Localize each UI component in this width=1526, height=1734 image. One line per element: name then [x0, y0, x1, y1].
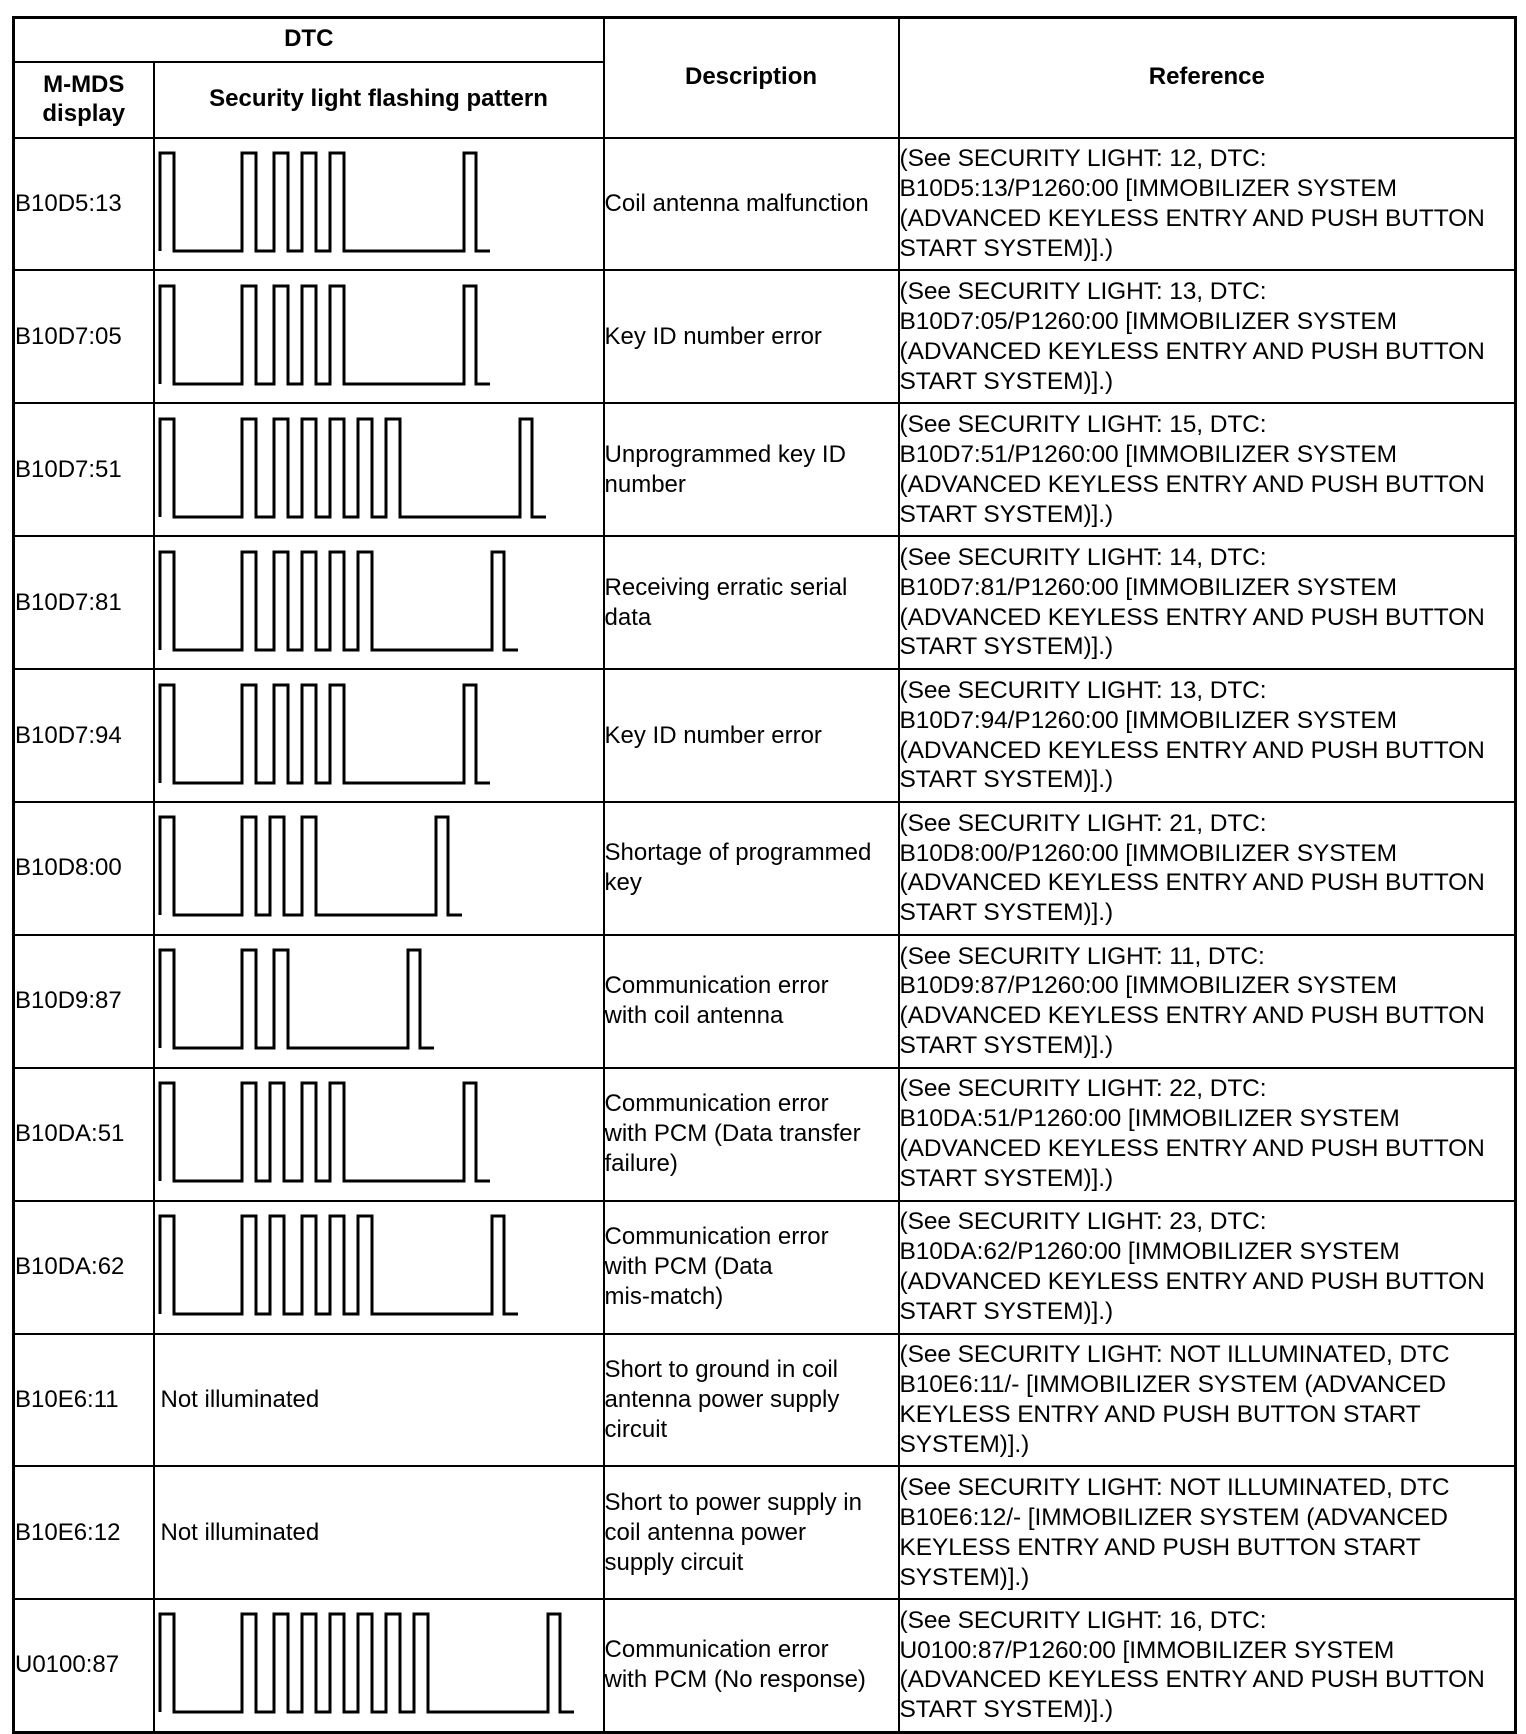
- mmds-code: B10D7:05: [14, 270, 154, 403]
- description-text: Shortage of programmed key: [604, 839, 872, 897]
- reference-cell: [899, 802, 1516, 935]
- flash-waveform: [160, 419, 546, 517]
- description-text: Communication error with PCM (Data transfer failure): [604, 1090, 861, 1178]
- description-cell: [604, 802, 899, 935]
- flash-pattern-diagram: [155, 1600, 603, 1730]
- reference-header: Reference: [899, 18, 1516, 138]
- mmds-code: B10D9:87: [14, 935, 154, 1068]
- mmds-code: B10D7:81: [14, 536, 154, 669]
- mmds-code: B10D7:94: [14, 669, 154, 802]
- description-cell: [604, 1201, 899, 1334]
- description-cell: [604, 1599, 899, 1732]
- description-text: Short to power supply in coil antenna power supply circuit: [604, 1488, 862, 1576]
- description-cell: [604, 669, 899, 802]
- description-text: Key ID number error: [604, 322, 822, 350]
- reference-cell: [899, 536, 1516, 669]
- flash-waveform: [160, 950, 434, 1048]
- description-cell: [604, 536, 899, 669]
- flash-waveform: [160, 552, 518, 650]
- mmds-code: B10DA:51: [14, 1068, 154, 1201]
- table-header: [14, 18, 1516, 138]
- reference-text: (See SECURITY LIGHT: NOT ILLUMINATED, DTC B10E6:11/- [IMMOBILIZER SYSTEM (ADVANCED KEYLESS ENTRY AND PUSH BUTTON START SYSTEM)].): [899, 1341, 1450, 1458]
- reference-text: (See SECURITY LIGHT: 12, DTC: B10D5:13/P1260:00 [IMMOBILIZER SYSTEM (ADVANCED KEYLESS ENTRY AND PUSH BUTTON START SYSTEM)].): [899, 145, 1485, 262]
- description-text: Communication error with PCM (No response): [604, 1636, 866, 1694]
- reference-cell: [899, 403, 1516, 536]
- flashing-pattern: [154, 1201, 604, 1334]
- mmds-display-header: M-MDS display: [14, 62, 154, 138]
- description-text: Coil antenna malfunction: [604, 189, 869, 217]
- description-cell: [604, 1068, 899, 1201]
- mmds-code: B10DA:62: [14, 1201, 154, 1334]
- flash-pattern-diagram: [155, 803, 603, 933]
- description-text: Communication error with PCM (Data mis-match): [604, 1223, 829, 1311]
- reference-text: (See SECURITY LIGHT: 13, DTC: B10D7:94/P1260:00 [IMMOBILIZER SYSTEM (ADVANCED KEYLESS ENTRY AND PUSH BUTTON START SYSTEM)].): [899, 676, 1485, 794]
- flashing-pattern: [154, 1068, 604, 1201]
- mmds-code: B10D5:13: [14, 138, 154, 271]
- flash-pattern-diagram: [155, 1069, 603, 1199]
- flash-waveform: [160, 286, 490, 384]
- dtc-table: [12, 16, 1517, 1734]
- flash-waveform: [160, 1083, 490, 1181]
- reference-cell: [899, 1334, 1516, 1467]
- description-cell: [604, 403, 899, 536]
- table-row: [14, 802, 1516, 935]
- flash-pattern-diagram: [155, 139, 603, 269]
- description-cell: [604, 1466, 899, 1599]
- table-row: [14, 403, 1516, 536]
- flashing-pattern: [154, 1334, 604, 1467]
- reference-text: (See SECURITY LIGHT: 13, DTC: B10D7:05/P1260:00 [IMMOBILIZER SYSTEM (ADVANCED KEYLESS ENTRY AND PUSH BUTTON START SYSTEM)].): [899, 278, 1485, 395]
- reference-cell: [899, 669, 1516, 802]
- mmds-code: B10E6:12: [14, 1466, 154, 1599]
- table-row: [14, 1334, 1516, 1467]
- flashing-pattern: [154, 270, 604, 403]
- reference-text: (See SECURITY LIGHT: 14, DTC: B10D7:81/P1260:00 [IMMOBILIZER SYSTEM (ADVANCED KEYLESS ENTRY AND PUSH BUTTON START SYSTEM)].): [899, 543, 1485, 661]
- description-text: Receiving erratic serial data: [604, 573, 848, 631]
- table-row: [14, 1201, 1516, 1334]
- dtc-header: DTC: [14, 18, 604, 62]
- description-text: Key ID number error: [604, 721, 822, 749]
- pattern-header: Security light flashing pattern: [154, 62, 604, 138]
- reference-cell: [899, 138, 1516, 271]
- flash-waveform: [160, 153, 490, 251]
- reference-text: (See SECURITY LIGHT: NOT ILLUMINATED, DTC B10E6:12/- [IMMOBILIZER SYSTEM (ADVANCED KEYLESS ENTRY AND PUSH BUTTON START SYSTEM)].): [899, 1474, 1450, 1591]
- table-row: [14, 270, 1516, 403]
- reference-cell: [899, 935, 1516, 1068]
- reference-text: (See SECURITY LIGHT: 16, DTC: U0100:87/P1260:00 [IMMOBILIZER SYSTEM (ADVANCED KEYLESS ENTRY AND PUSH BUTTON START SYSTEM)].): [899, 1606, 1485, 1724]
- flash-pattern-diagram: [155, 671, 603, 801]
- flashing-pattern: [154, 138, 604, 271]
- description-text: Communication error with coil antenna: [604, 972, 829, 1030]
- table-body: [14, 138, 1516, 1733]
- description-text: Short to ground in coil antenna power supply circuit: [604, 1355, 840, 1443]
- mmds-code: B10E6:11: [14, 1334, 154, 1467]
- description-cell: [604, 1334, 899, 1467]
- reference-text: (See SECURITY LIGHT: 21, DTC: B10D8:00/P1260:00 [IMMOBILIZER SYSTEM (ADVANCED KEYLESS ENTRY AND PUSH BUTTON START SYSTEM)].): [899, 809, 1485, 927]
- table-row: [14, 1466, 1516, 1599]
- reference-cell: [899, 1599, 1516, 1732]
- description-text: Unprogrammed key ID number: [604, 440, 846, 498]
- reference-cell: [899, 1201, 1516, 1334]
- flashing-pattern: [154, 1599, 604, 1732]
- flashing-pattern: [154, 403, 604, 536]
- mmds-code: B10D8:00: [14, 802, 154, 935]
- table-row: [14, 669, 1516, 802]
- table-row: [14, 1599, 1516, 1732]
- mmds-code: B10D7:51: [14, 403, 154, 536]
- reference-text: (See SECURITY LIGHT: 11, DTC: B10D9:87/P1260:00 [IMMOBILIZER SYSTEM (ADVANCED KEYLESS ENTRY AND PUSH BUTTON START SYSTEM)].): [899, 942, 1485, 1060]
- flash-pattern-diagram: [155, 538, 603, 668]
- table-row: [14, 1068, 1516, 1201]
- flash-waveform: [160, 685, 490, 783]
- not-illuminated-text: Not illuminated: [160, 1385, 320, 1413]
- flash-pattern-diagram: [155, 405, 603, 535]
- reference-text: (See SECURITY LIGHT: 15, DTC: B10D7:51/P1260:00 [IMMOBILIZER SYSTEM (ADVANCED KEYLESS ENTRY AND PUSH BUTTON START SYSTEM)].): [899, 410, 1485, 528]
- flash-waveform: [160, 1614, 574, 1712]
- reference-cell: [899, 1068, 1516, 1201]
- reference-cell: [899, 1466, 1516, 1599]
- reference-text: (See SECURITY LIGHT: 22, DTC: B10DA:51/P1260:00 [IMMOBILIZER SYSTEM (ADVANCED KEYLESS ENTRY AND PUSH BUTTON START SYSTEM)].): [899, 1075, 1485, 1193]
- flashing-pattern: [154, 1466, 604, 1599]
- flash-pattern-diagram: [155, 1202, 603, 1332]
- flashing-pattern: [154, 935, 604, 1068]
- description-header: Description: [604, 18, 899, 138]
- flash-pattern-diagram: [155, 272, 603, 402]
- flashing-pattern: [154, 802, 604, 935]
- table-row: [14, 935, 1516, 1068]
- mmds-code: U0100:87: [14, 1599, 154, 1732]
- flashing-pattern: [154, 669, 604, 802]
- flash-pattern-diagram: [155, 936, 603, 1066]
- flash-waveform: [160, 817, 462, 915]
- flash-waveform: [160, 1216, 518, 1314]
- table-row: [14, 138, 1516, 271]
- description-cell: [604, 138, 899, 271]
- reference-cell: [899, 270, 1516, 403]
- description-cell: [604, 935, 899, 1068]
- table-row: [14, 536, 1516, 669]
- flashing-pattern: [154, 536, 604, 669]
- not-illuminated-text: Not illuminated: [160, 1518, 320, 1546]
- reference-text: (See SECURITY LIGHT: 23, DTC: B10DA:62/P1260:00 [IMMOBILIZER SYSTEM (ADVANCED KEYLESS ENTRY AND PUSH BUTTON START SYSTEM)].): [899, 1208, 1485, 1325]
- description-cell: [604, 270, 899, 403]
